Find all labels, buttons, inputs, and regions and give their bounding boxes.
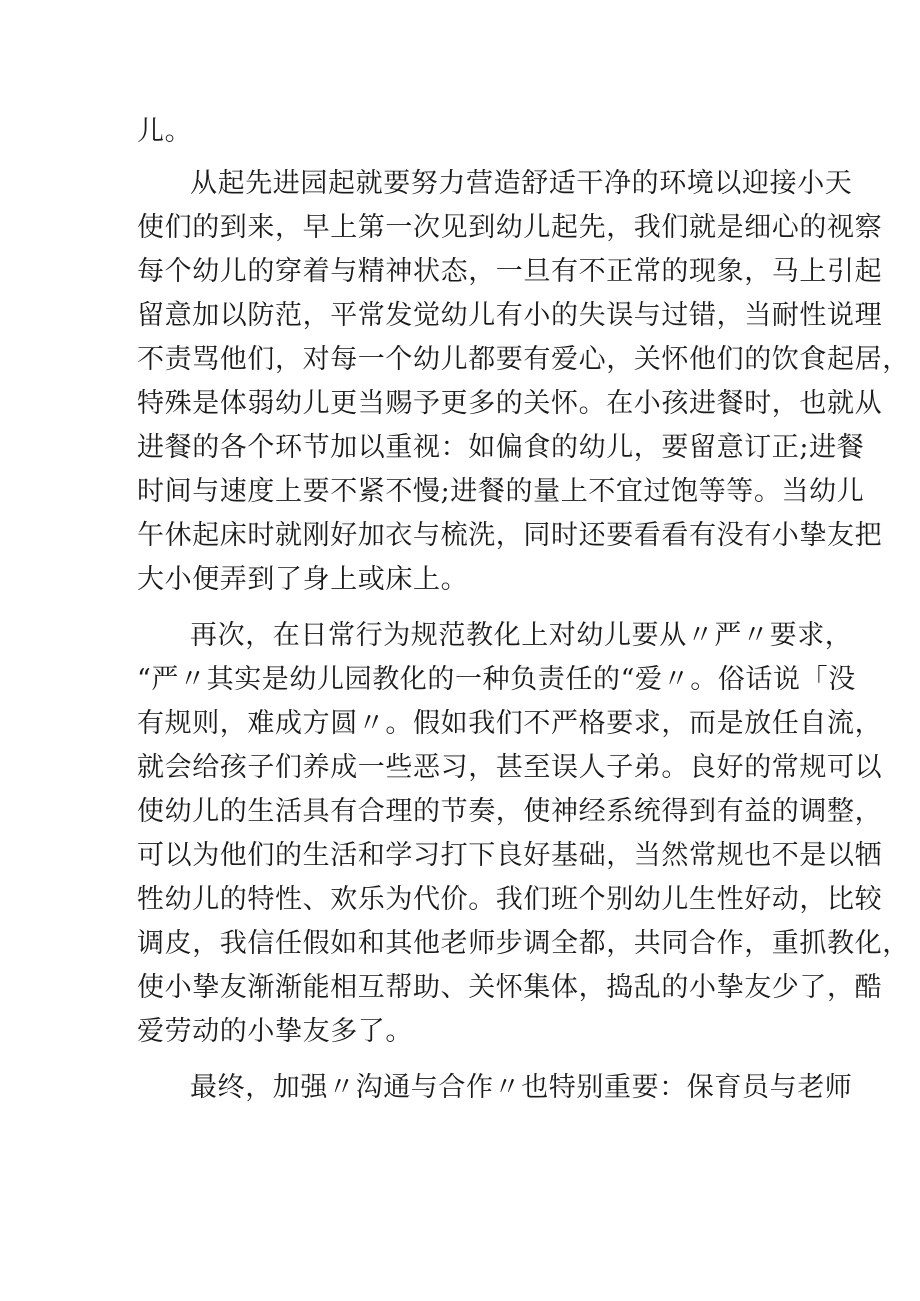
text-line: 有规则，难成方圆〃。假如我们不严格要求，而是放任自流，	[137, 708, 883, 739]
text-line: 不责骂他们，对每一个幼儿都要有爱心，关怀他们的饮食起居，	[137, 344, 910, 375]
text-line: 使幼儿的生活具有合理的节奏，使神经系统得到有益的调整，	[137, 796, 883, 827]
text-line: 使们的到来，早上第一次见到幼儿起先，我们就是细心的视察	[137, 212, 883, 243]
text-line: 进餐的各个环节加以重视：如偏食的幼儿，要留意订正;进餐	[137, 432, 865, 463]
text-line: 时间与速度上要不紧不慢;进餐的量上不宜过饱等等。当幼儿	[137, 476, 865, 507]
text-line: 留意加以防范，平常发觉幼儿有小的失误与过错，当耐性说理	[137, 300, 883, 331]
paragraph-start-line: 再次，在日常行为规范教化上对幼儿要从〃严〃要求，	[190, 620, 853, 651]
text-line: 牲幼儿的特性、欢乐为代价。我们班个别幼儿生性好动，比较	[137, 884, 883, 915]
text-line: 就会给孩子们养成一些恶习，甚至误人子弟。良好的常规可以	[137, 752, 883, 783]
text-line: 特殊是体弱幼儿更当赐予更多的关怀。在小孩进餐时，也就从	[137, 388, 883, 419]
text-line: 调皮，我信任假如和其他老师步调全都，共同合作，重抓教化，	[137, 928, 910, 959]
paragraph-start-line: 从起先进园起就要努力营造舒适干净的环境以迎接小天	[190, 168, 853, 199]
text-line: 儿。	[137, 116, 193, 147]
text-line: 大小便弄到了身上或床上。	[137, 564, 469, 595]
text-line: 使小挚友渐渐能相互帮助、关怀集体，捣乱的小挚友少了，酷	[137, 972, 883, 1003]
text-line: 每个幼儿的穿着与精神状态，一旦有不正常的现象，马上引起	[137, 256, 883, 287]
text-line: 可以为他们的生活和学习打下良好基础，当然常规也不是以牺	[137, 840, 883, 871]
text-line: 爱劳动的小挚友多了。	[137, 1016, 413, 1047]
paragraph-start-line: 最终，加强〃沟通与合作〃也特别重要：保育员与老师	[190, 1072, 853, 1103]
text-line: 午休起床时就刚好加衣与梳洗，同时还要看看有没有小挚友把	[137, 520, 883, 551]
text-line: “严〃其实是幼儿园教化的一种负责任的“爱〃。俗话说「没	[137, 664, 856, 695]
